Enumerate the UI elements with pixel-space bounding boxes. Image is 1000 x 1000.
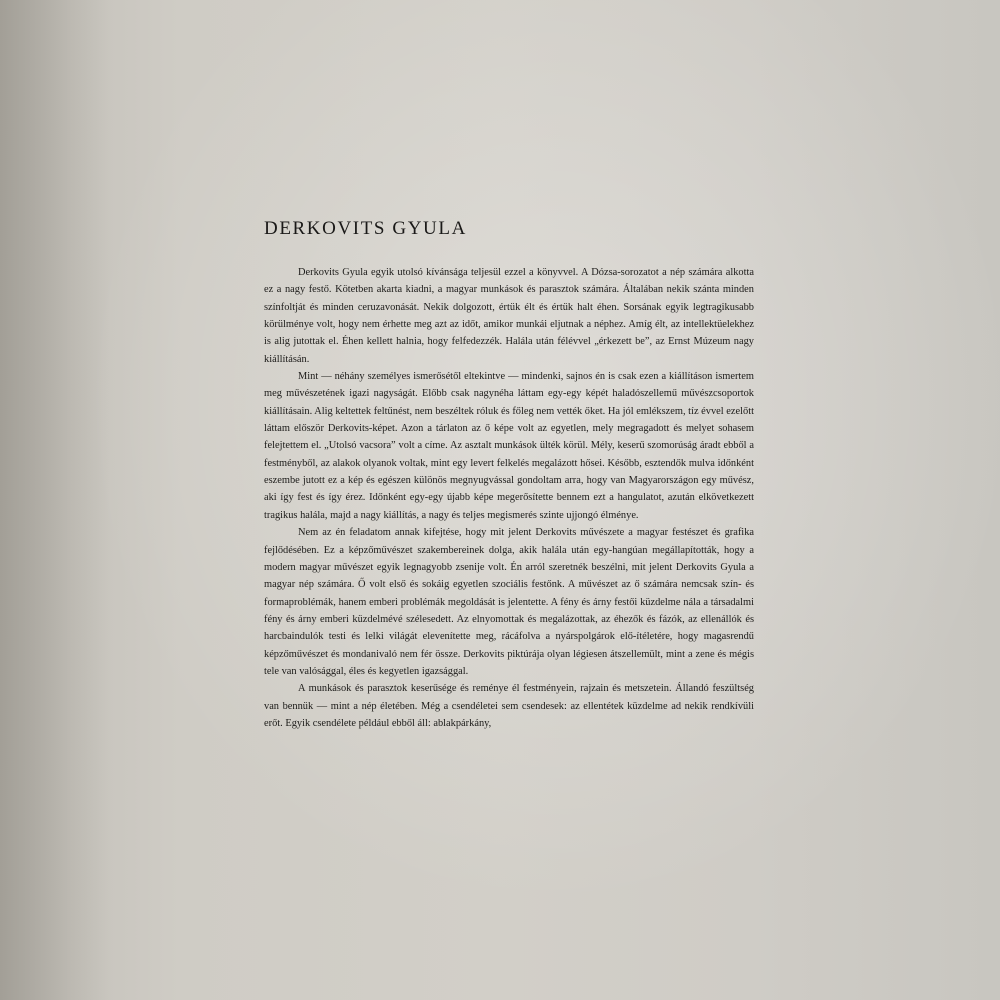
paragraph-4: A munkások és parasztok keserűsége és reménye él festményein, rajzain és metszetein. Állandó feszültség van bennük — mint a nép életében. Még a csendéletei sem csendesek: az ellentétek küzdelme ad nekik rendkívüli erőt. Egyik csendélete például ebből áll: ablakpárkány,	[264, 683, 754, 729]
paragraph-3: Nem az én feladatom annak kifejtése, hogy mit jelent Derkovits művészete a magyar festészet és grafika fejlődésében. Ez a képzőművészet szakembereinek dolga, akik halála után egy-hangúan megállapították, hogy a modern magyar művészet egyik legnagyobb zsenije volt. Én arról szeretnék beszélni, mit jelent Derkovits Gyula a magyar nép számára. Ő volt első és sokáig egyetlen szociális festőnk. A művészet az ő számára nemcsak szín- és formaproblémák, hanem emberi problémák megoldását is jelentette. A fény és árny festői küzdelme nála a társadalmi fény és árny emberi küzdelmévé szélesedett. Az elnyomottak és megalázottak, az éhezők és fázók, az ellenállók és harcbaindulók testi és lelki világát elevenítette meg, rácáfolva a nyárspolgárok elő-ítéletére, hogy magasrendű képzőművészet és mondanivaló nem fér össze. Derkovits piktúrája olyan légiesen átszellemült, mint a zene és mégis tele van valósággal, éles és kegyetlen igazsággal.	[264, 527, 754, 677]
page-content	[264, 218, 754, 732]
paragraph-2: Mint — néhány személyes ismerősétől eltekintve — mindenki, sajnos én is csak ezen a kiállításon ismertem meg művészetének igazi nagyságát. Előbb csak nagynéha láttam egy-egy képét haladószellemű művészcsoportok kiállításain. Alig keltettek feltűnést, nem beszéltek róluk és főleg nem vették őket. Ha jól emlékszem, tíz évvel ezelőtt láttam először Derkovits-képet. Azon a tárlaton az ő képe volt az egyetlen, mely megragadott és melyet sohasem felejtettem el. „Utolsó vacsora” volt a címe. Az asztalt munkások ülték körül. Mély, keserű szomorúság áradt ebből a festményből, az alakok olyanok voltak, mint egy levert felkelés megalázott hősei. Később, esztendők mulva időnként eszembe jutott ez a kép és egészen különös megnyugvással gondoltam arra, hogy van Magyarországon egy művész, aki így fest és így érez. Időnként egy-egy újabb képe megerősítette bennem ezt a hangulatot, azután elkövetkezett tragikus halála, majd a nagy kiállítás, a nagy és teljes megismerés szinte ujjongó élménye.	[264, 371, 754, 521]
page-gutter-shadow	[0, 0, 110, 1000]
chapter-title: DERKOVITS GYULA	[264, 218, 467, 239]
paragraph-1: Derkovits Gyula egyik utolsó kívánsága teljesül ezzel a könyvvel. A Dózsa-sorozatot a nép számára alkotta ez a nagy festő. Kötetben akarta kiadni, a magyar munkások és parasztok számára. Általában nekik szánta minden színfoltját és minden ceruzavonását. Nekik dolgozott, értük élt és értük halt éhen. Sorsának egyik legtragikusabb körülménye volt, hogy nem érhette meg azt az időt, amikor munkái eljutnak a néphez. Amíg élt, az intellektüelekhez is alig jutottak el. Éhen kellett halnia, hogy felfedezzék. Halála után félévvel „érkezett be”, az Ernst Múzeum nagy kiállításán.	[264, 267, 754, 365]
